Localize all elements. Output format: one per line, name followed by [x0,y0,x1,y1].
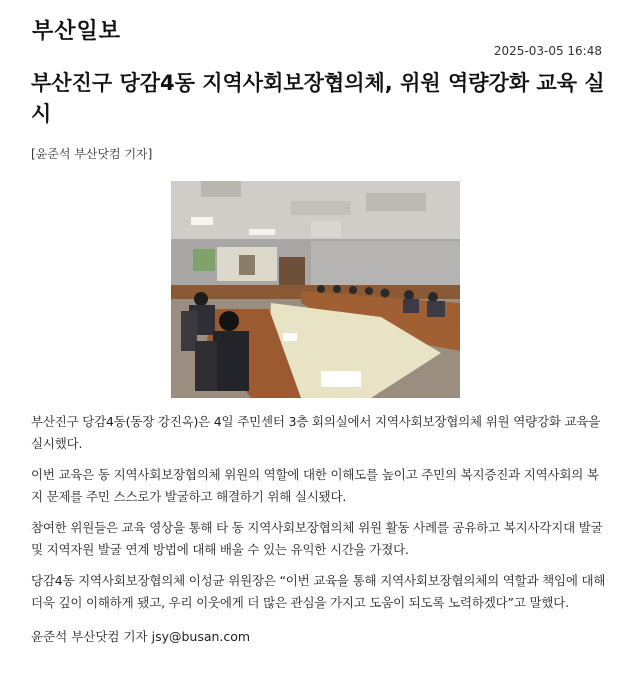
article-photo [171,181,460,398]
article-byline: [윤준석 부산닷컴 기자] [31,147,153,161]
article-paragraph: 이번 교육은 동 지역사회보장협의체 위원의 역할에 대한 이해도를 높이고 주민의 복지증진과 지역사회의 복지 문제를 주민 스스로가 발굴하고 해결하기 위해 실시됐다. [31,467,599,504]
article-paragraph: 당감4동 지역사회보장협의체 이성균 위원장은 “이번 교육을 통해 지역사회보장협의체의 역할과 책임에 대해 더욱 깊이 이해하게 됐고, 우리 이웃에게 더 많은 관심을 가지고 도움이 되도록 노력하겠다”고 말했다. [31,573,606,610]
article-paragraph: 참여한 위원들은 교육 영상을 통해 타 동 지역사회보장협의체 위원 활동 사례를 공유하고 복지사각지대 발굴 및 지역자원 발굴 연계 방법에 대해 배울 수 있는 유익한 시간을 가졌다. [31,520,603,557]
article-headline: 부산진구 당감4동 지역사회보장협의체, 위원 역량강화 교육 실시 [31,71,605,126]
article-date: 2025-03-05 16:48 [493,44,602,58]
reporter-signature: 윤준석 부산닷컴 기자 jsy@busan.com [31,629,251,644]
article-paragraph: 부산진구 당감4동(동장 강진옥)은 4일 주민센터 3층 회의실에서 지역사회보장협의체 위원 역량강화 교육을 실시했다. [31,414,601,451]
newspaper-logo: 부산일보 [32,19,122,44]
